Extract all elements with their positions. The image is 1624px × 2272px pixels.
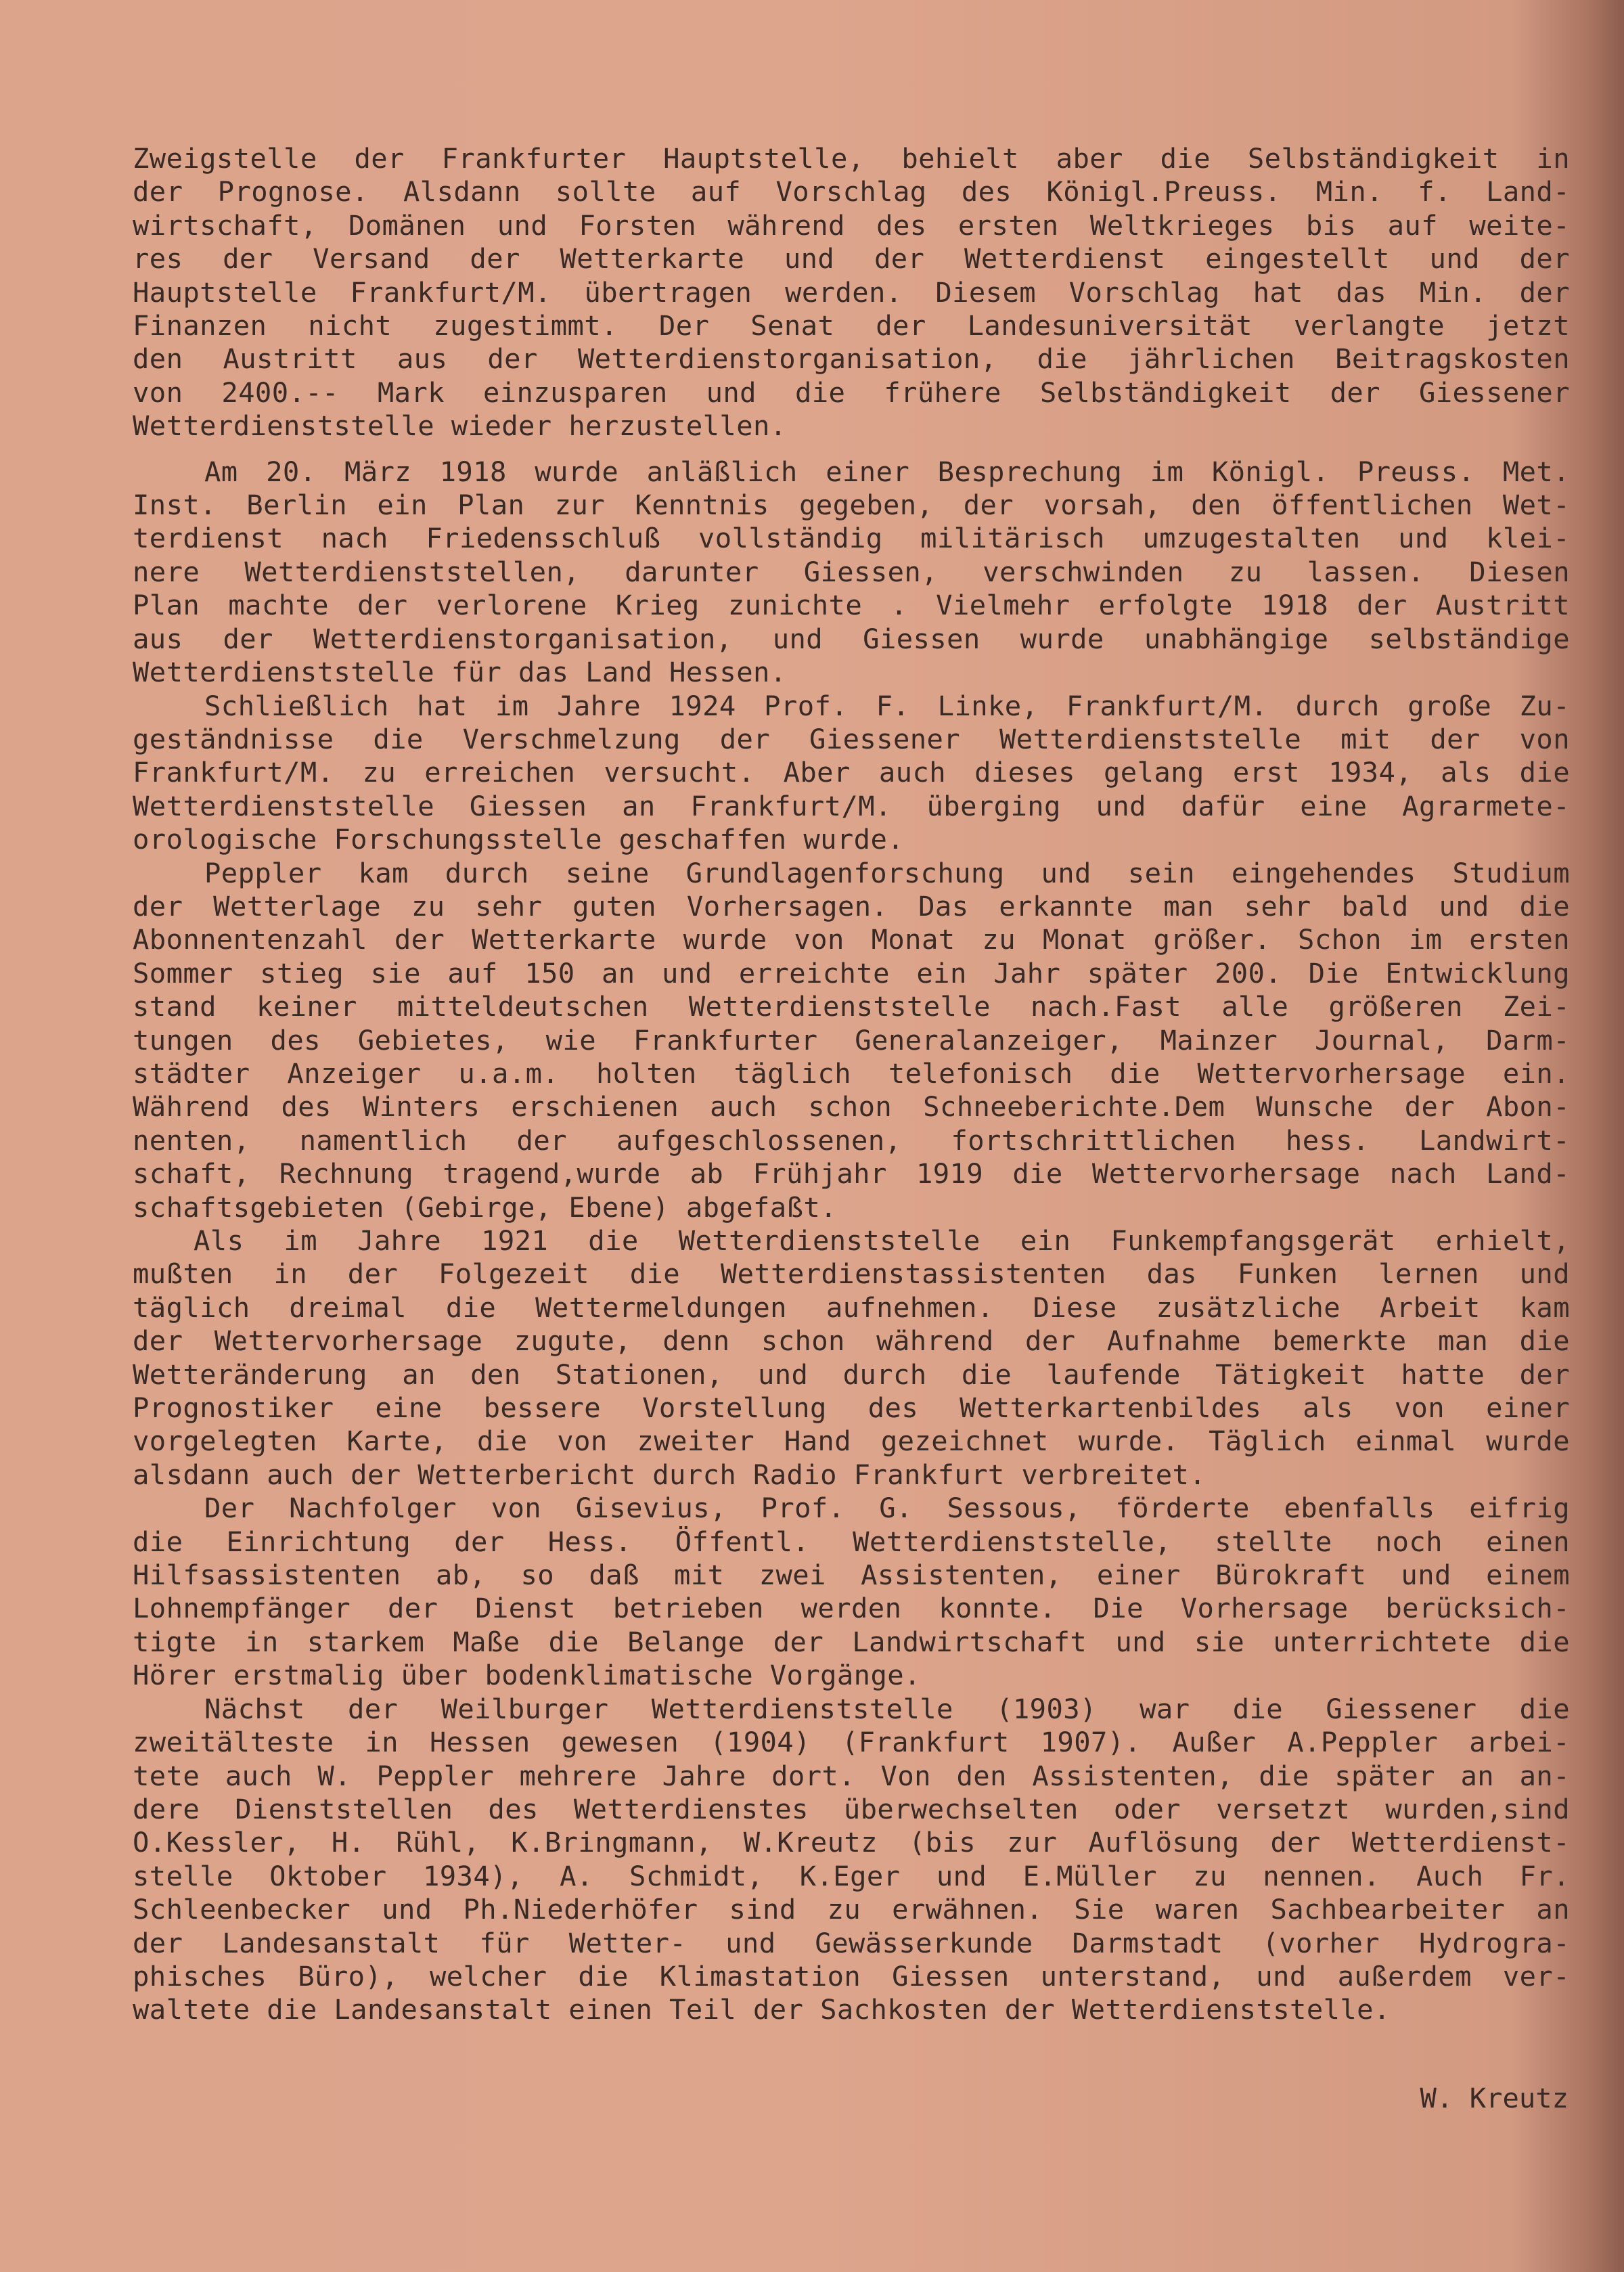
text-line: schaftsgebieten (Gebirge, Ebene) abgefaßt. xyxy=(133,1190,837,1224)
paragraph xyxy=(133,1693,1570,2027)
text-line: geständnisse die Verschmelzung der Giessener Wetterdienststelle mit der von xyxy=(133,722,1570,755)
text-line: Nächst der Weilburger Wetterdienststelle (1903) war die Giessener die xyxy=(204,1692,1570,1725)
text-line: terdienst nach Friedensschluß vollständig militärisch umzugestalten und klei- xyxy=(133,522,1570,555)
text-line: Inst. Berlin ein Plan zur Kenntnis gegeben, der vorsah, den öffentlichen Wet- xyxy=(133,489,1570,522)
text-line: schaft, Rechnung tragend,wurde ab Frühjahr 1919 die Wettervorhersage nach Land- xyxy=(133,1157,1570,1190)
text-line: nenten, namentlich der aufgeschlossenen, fortschrittlichen hess. Landwirt- xyxy=(133,1123,1570,1157)
text-line: die Einrichtung der Hess. Öffentl. Wetterdienststelle, stellte noch einen xyxy=(133,1525,1570,1558)
paragraph xyxy=(133,857,1570,1224)
text-line: aus der Wetterdienstorganisation, und Giessen wurde unabhängige selbständige xyxy=(133,622,1570,655)
text-line: Schleenbecker und Ph.Niederhöfer sind zu erwähnen. Sie waren Sachbearbeiter an xyxy=(133,1893,1570,1926)
text-line: der Prognose. Alsdann sollte auf Vorschlag des Königl.Preuss. Min. f. Land- xyxy=(133,175,1570,208)
text-line: täglich dreimal die Wettermeldungen aufnehmen. Diese zusätzliche Arbeit kam xyxy=(133,1291,1570,1324)
text-line: nere Wetterdienststellen, darunter Giessen, verschwinden zu lassen. Diesen xyxy=(133,555,1570,588)
text-line: stand keiner mitteldeutschen Wetterdienststelle nach.Fast alle größeren Zei- xyxy=(133,990,1570,1023)
text-line: Schließlich hat im Jahre 1924 Prof. F. Linke, Frankfurt/M. durch große Zu- xyxy=(204,689,1570,722)
text-line: wirtschaft, Domänen und Forsten während des ersten Weltkrieges bis auf weite- xyxy=(133,208,1570,242)
text-line: Wetterdienststelle für das Land Hessen. xyxy=(133,656,787,689)
text-line: Peppler kam durch seine Grundlagenforschung und sein eingehendes Studium xyxy=(204,856,1570,889)
paragraph xyxy=(133,142,1570,443)
text-line: Während des Winters erschienen auch schon Schneeberichte.Dem Wunsche der Abon- xyxy=(133,1090,1570,1123)
text-line: Finanzen nicht zugestimmt. Der Senat der Landesuniversität verlangte jetzt xyxy=(133,309,1570,342)
text-line: tungen des Gebietes, wie Frankfurter Generalanzeiger, Mainzer Journal, Darm- xyxy=(133,1023,1570,1056)
text-line: städter Anzeiger u.a.m. holten täglich telefonisch die Wettervorhersage ein. xyxy=(133,1056,1570,1090)
text-line: Wetterdienststelle Giessen an Frankfurt/M. überging und dafür eine Agrarmete- xyxy=(133,789,1570,822)
text-line: tete auch W. Peppler mehrere Jahre dort. Von den Assistenten, die später an an- xyxy=(133,1759,1570,1792)
text-line: dere Dienststellen des Wetterdienstes überwechselten oder versetzt wurden,sind xyxy=(133,1792,1570,1825)
body-text xyxy=(133,142,1570,2027)
text-line: Sommer stieg sie auf 150 an und erreichte ein Jahr später 200. Die Entwicklung xyxy=(133,956,1570,989)
text-line: Prognostiker eine bessere Vorstellung des Wetterkartenbildes als von einer xyxy=(133,1391,1570,1425)
text-line: phisches Büro), welcher die Klimastation Giessen unterstand, und außerdem ver- xyxy=(133,1959,1570,1992)
text-line: Am 20. März 1918 wurde anläßlich einer Besprechung im Königl. Preuss. Met. xyxy=(204,455,1570,488)
text-line: stelle Oktober 1934), A. Schmidt, K.Eger und E.Müller zu nennen. Auch Fr. xyxy=(133,1859,1570,1892)
paragraph xyxy=(133,1224,1570,1492)
paragraph xyxy=(133,690,1570,857)
paragraph xyxy=(133,1492,1570,1692)
text-line: O.Kessler, H. Rühl, K.Bringmann, W.Kreutz (bis zur Auflösung der Wetterdienst- xyxy=(133,1826,1570,1859)
text-line: Lohnempfänger der Dienst betrieben werden konnte. Die Vorhersage berücksich- xyxy=(133,1592,1570,1625)
text-line: Frankfurt/M. zu erreichen versucht. Aber auch dieses gelang erst 1934, als die xyxy=(133,756,1570,789)
text-line: Zweigstelle der Frankfurter Hauptstelle, behielt aber die Selbständigkeit in xyxy=(133,142,1570,175)
text-line: Wetterdienststelle wieder herzustellen. xyxy=(133,409,787,443)
text-line: zweitälteste in Hessen gewesen (1904) (Frankfurt 1907). Außer A.Peppler arbei- xyxy=(133,1726,1570,1759)
text-line: Plan machte der verlorene Krieg zunichte . Vielmehr erfolgte 1918 der Austritt xyxy=(133,589,1570,622)
text-line: alsdann auch der Wetterbericht durch Radio Frankfurt verbreitet. xyxy=(133,1458,1206,1491)
text-line: von 2400.-- Mark einzusparen und die frühere Selbständigkeit der Giessener xyxy=(133,376,1570,409)
text-line: Hörer erstmalig über bodenklimatische Vorgänge. xyxy=(133,1659,921,1692)
text-line: Wetteränderung an den Stationen, und durch die laufende Tätigkeit hatte der xyxy=(133,1358,1570,1391)
text-line: waltete die Landesanstalt einen Teil der Sachkosten der Wetterdienststelle. xyxy=(133,1993,1391,2026)
text-line: orologische Forschungsstelle geschaffen wurde. xyxy=(133,823,905,856)
text-line: mußten in der Folgezeit die Wetterdienstassistenten das Funken lernen und xyxy=(133,1257,1570,1291)
text-line: Abonnentenzahl der Wetterkarte wurde von Monat zu Monat größer. Schon im ersten xyxy=(133,923,1570,956)
text-line: Als im Jahre 1921 die Wetterdienststelle ein Funkempfangsgerät erhielt, xyxy=(194,1224,1570,1257)
text-line: Hilfsassistenten ab, so daß mit zwei Assistenten, einer Bürokraft und einem xyxy=(133,1559,1570,1592)
text-line: der Wetterlage zu sehr guten Vorhersagen. Das erkannte man sehr bald und die xyxy=(133,889,1570,922)
text-line: vorgelegten Karte, die von zweiter Hand gezeichnet wurde. Täglich einmal wurde xyxy=(133,1425,1570,1458)
text-line: Hauptstelle Frankfurt/M. übertragen werden. Diesem Vorschlag hat das Min. der xyxy=(133,275,1570,309)
text-line: den Austritt aus der Wetterdienstorganisation, die jährlichen Beitragskosten xyxy=(133,342,1570,376)
text-line: res der Versand der Wetterkarte und der Wetterdienst eingestellt und der xyxy=(133,242,1570,275)
text-line: der Landesanstalt für Wetter- und Gewässerkunde Darmstadt (vorher Hydrogra- xyxy=(133,1926,1570,1959)
text-line: der Wettervorhersage zugute, denn schon während der Aufnahme bemerkte man die xyxy=(133,1324,1570,1358)
text-line: tigte in starkem Maße die Belange der Landwirtschaft und sie unterrichtete die xyxy=(133,1625,1570,1658)
paragraph xyxy=(133,455,1570,690)
text-line: Der Nachfolger von Gisevius, Prof. G. Sessous, förderte ebenfalls eifrig xyxy=(204,1492,1570,1525)
signature: W. Kreutz xyxy=(1420,2082,1569,2114)
